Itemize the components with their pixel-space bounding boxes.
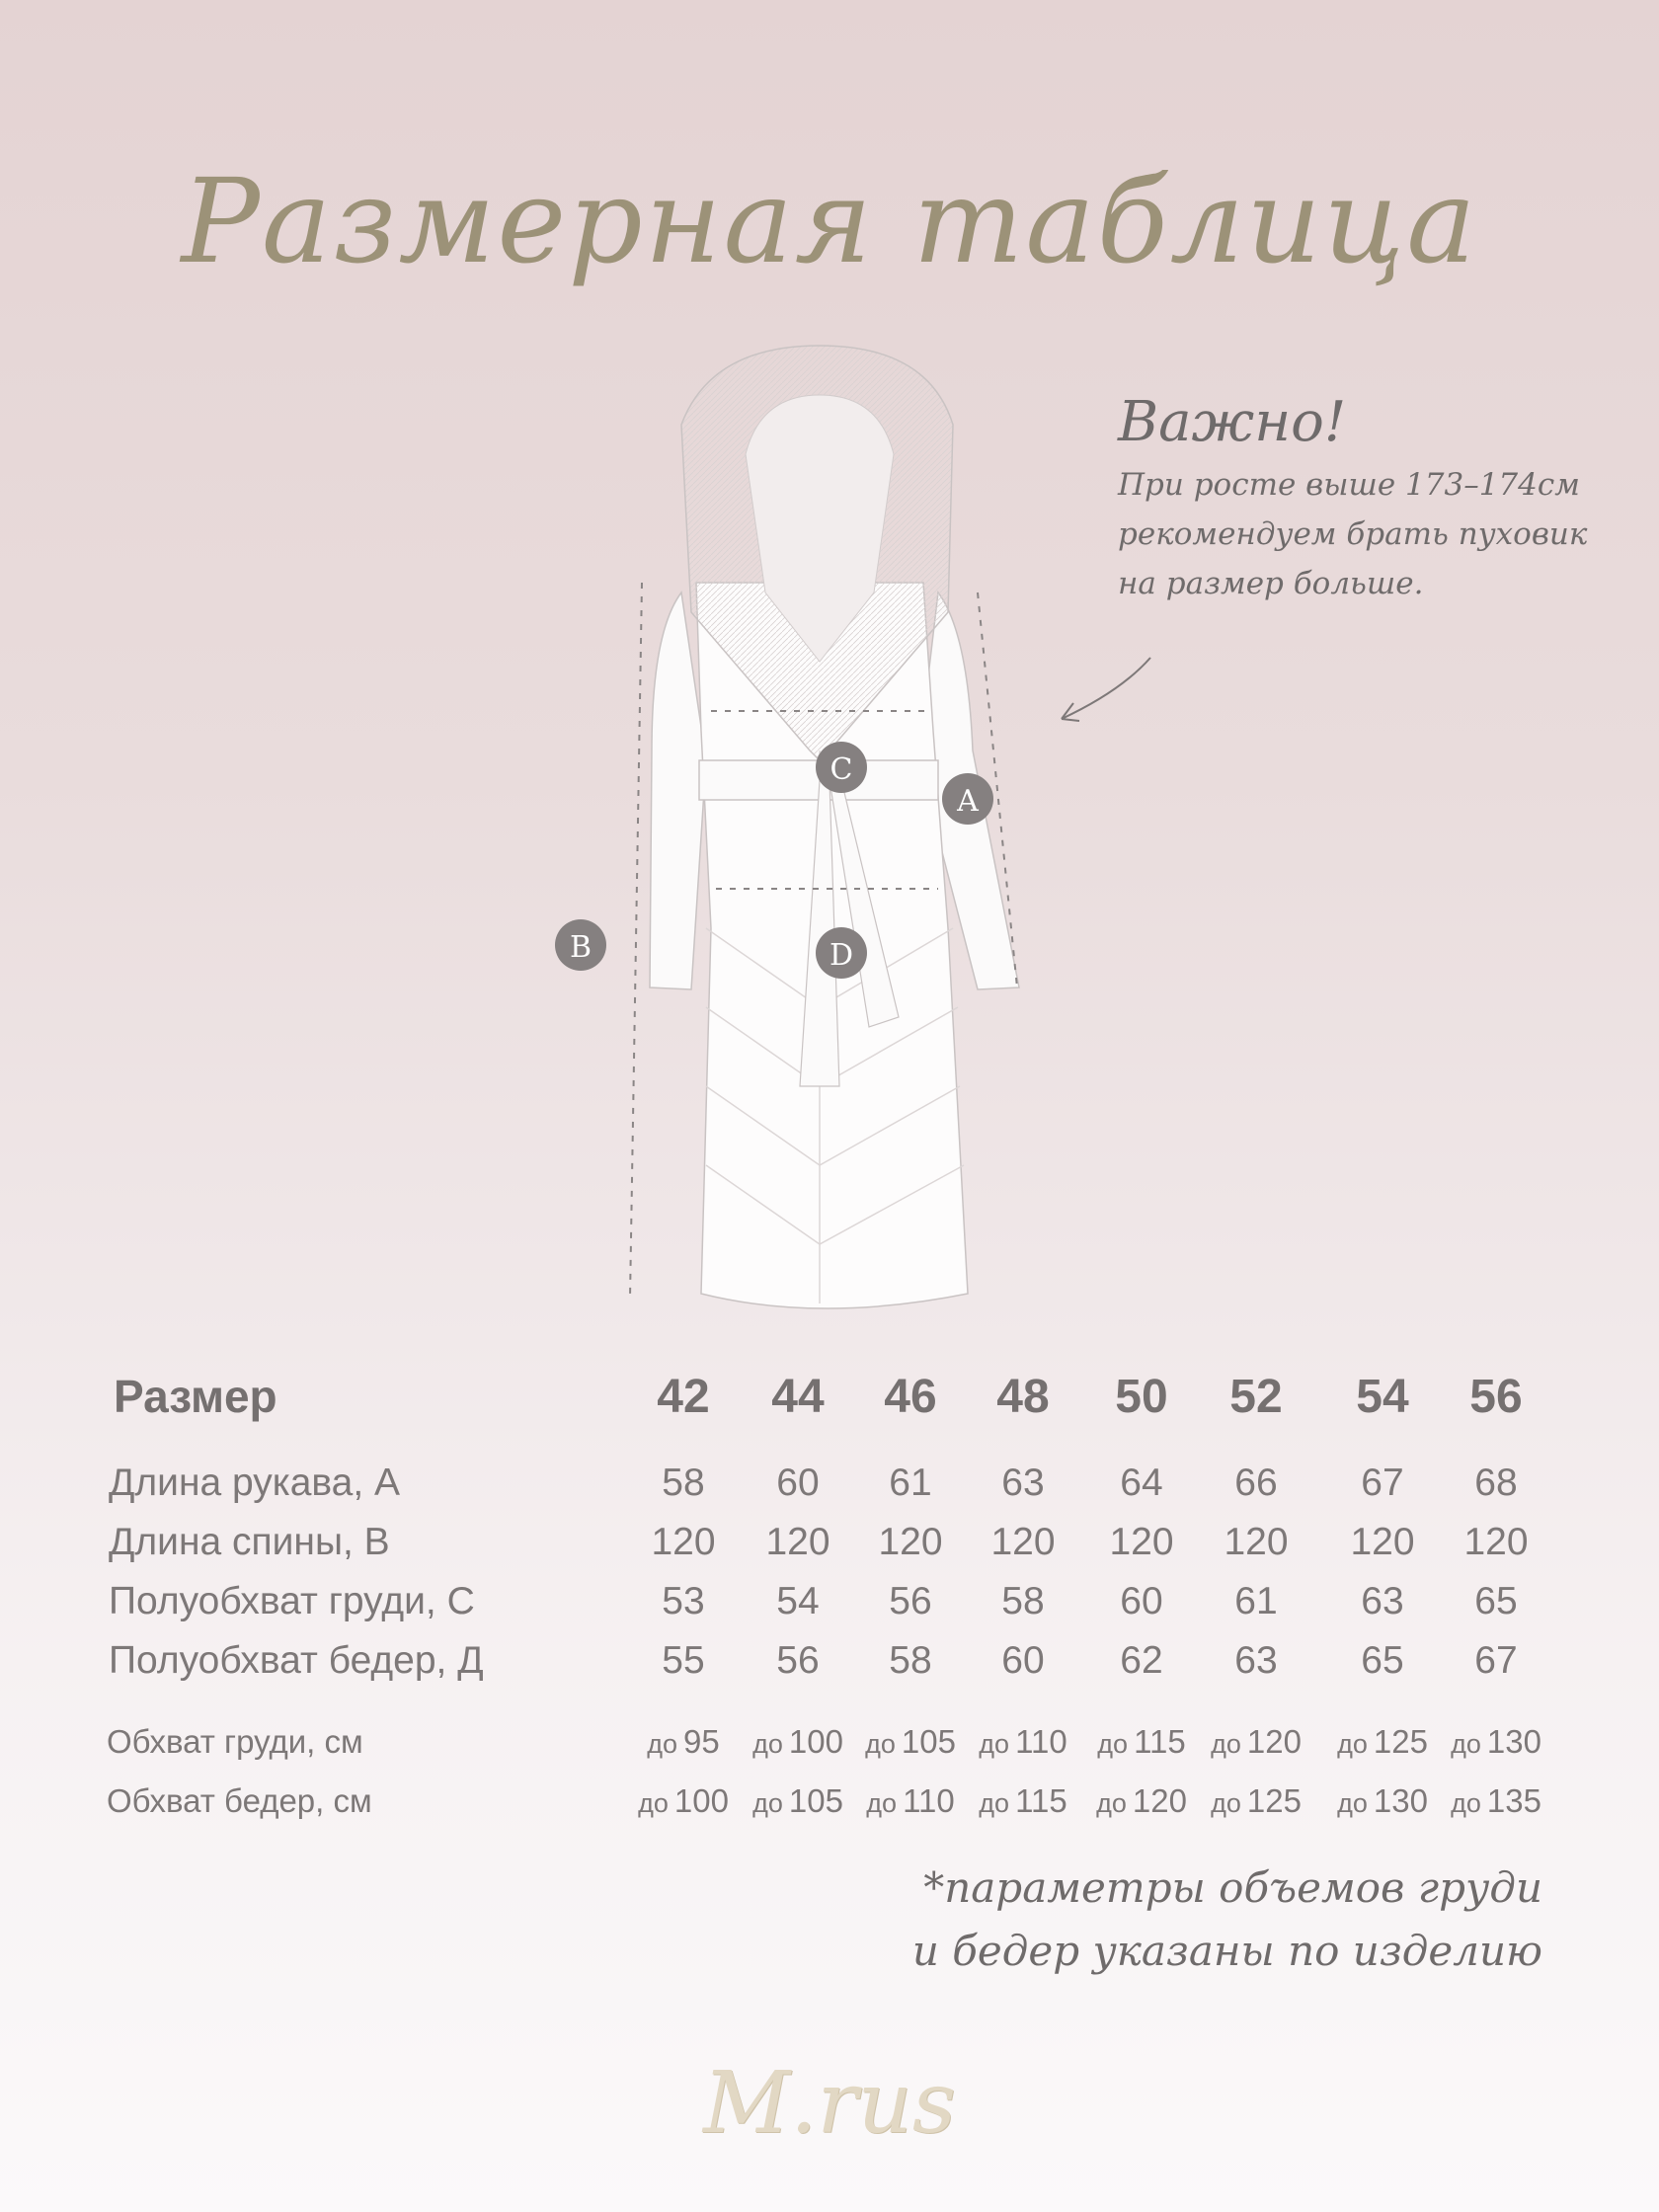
girth-value: 105 (788, 1782, 843, 1819)
marker-b (555, 919, 606, 971)
girth-prefix: до (647, 1729, 678, 1759)
girth-cell (638, 1782, 729, 1820)
note-line: на размер больше. (1118, 566, 1424, 601)
girth-prefix: до (1211, 1729, 1241, 1759)
girth-cell (1211, 1782, 1302, 1820)
measure-cell: 120 (878, 1521, 943, 1563)
size-column-header: 52 (1229, 1371, 1283, 1423)
measure-cell: 60 (776, 1462, 820, 1504)
size-column-header: 44 (771, 1371, 825, 1423)
girth-value: 125 (1246, 1782, 1302, 1819)
note-arrow (1052, 652, 1160, 731)
girth-cell (752, 1723, 843, 1761)
girth-cell (1096, 1782, 1187, 1820)
girth-prefix: до (752, 1788, 783, 1818)
measure-cell: 67 (1474, 1639, 1518, 1682)
note-heading: Важно! (1118, 390, 1347, 454)
measure-cell: 64 (1120, 1462, 1163, 1504)
girth-value: 120 (1132, 1782, 1187, 1819)
girth-prefix: до (1096, 1788, 1127, 1818)
girth-cell (752, 1782, 843, 1820)
measure-cell: 58 (662, 1462, 705, 1504)
girth-prefix: до (866, 1788, 898, 1818)
measure-row-label: Полуобхват бедер, Д (109, 1639, 484, 1682)
girth-row-label: Обхват груди, см (107, 1723, 363, 1760)
measure-cell: 55 (662, 1639, 705, 1682)
girth-cell (1337, 1782, 1428, 1820)
size-column-header: 50 (1115, 1371, 1168, 1423)
girth-value: 125 (1373, 1723, 1428, 1760)
important-note (1118, 390, 1587, 608)
measure-row-label: Длина спины, В (109, 1521, 390, 1563)
girth-value: 100 (788, 1723, 843, 1760)
left-sleeve (650, 592, 706, 989)
measure-cell: 68 (1474, 1462, 1518, 1504)
girth-cell (1451, 1782, 1541, 1820)
girth-value: 130 (1373, 1782, 1428, 1819)
girth-value: 115 (1134, 1723, 1186, 1760)
svg-text:A: A (957, 784, 979, 819)
girth-value: 95 (683, 1723, 720, 1760)
measure-cell: 63 (1001, 1462, 1045, 1504)
girth-value: 105 (901, 1723, 956, 1760)
measure-row-label: Длина рукава, А (109, 1462, 401, 1504)
girth-cell (866, 1782, 954, 1820)
measure-cell: 60 (1120, 1580, 1163, 1622)
measure-cell: 120 (990, 1521, 1056, 1563)
measure-cell: 61 (889, 1462, 932, 1504)
measure-cell: 58 (1001, 1580, 1045, 1622)
measure-cell: 56 (889, 1580, 932, 1622)
measure-cell: 65 (1474, 1580, 1518, 1622)
girth-prefix: до (752, 1729, 783, 1759)
note-line: рекомендуем брать пуховик (1118, 516, 1588, 552)
measure-cell: 120 (765, 1521, 830, 1563)
footnote (912, 1856, 1542, 1983)
girth-prefix: до (1097, 1729, 1129, 1759)
size-column-header: 48 (996, 1371, 1050, 1423)
marker-a (942, 773, 993, 825)
measure-cell: 63 (1234, 1639, 1278, 1682)
measure-cell: 62 (1120, 1639, 1163, 1682)
size-column-header: 42 (657, 1371, 710, 1423)
girth-value: 115 (1015, 1782, 1067, 1819)
measure-cell: 54 (776, 1580, 820, 1622)
footnote-line: и бедер указаны по изделию (911, 1927, 1542, 1975)
footnote-line: *параметры объемов груди (923, 1863, 1542, 1912)
size-column-header: 54 (1356, 1371, 1409, 1423)
measure-cell: 65 (1361, 1639, 1404, 1682)
marker-d (816, 927, 867, 979)
girth-cell (647, 1723, 720, 1761)
girth-prefix: до (865, 1729, 896, 1759)
svg-text:B: B (569, 930, 592, 965)
girth-cell (865, 1723, 956, 1761)
girth-value: 130 (1486, 1723, 1541, 1760)
measure-cell: 120 (1224, 1521, 1289, 1563)
measure-cell: 67 (1361, 1462, 1404, 1504)
girth-prefix: до (1337, 1788, 1368, 1818)
girth-value: 135 (1486, 1782, 1541, 1819)
measure-cell: 66 (1234, 1462, 1278, 1504)
measure-cell: 60 (1001, 1639, 1045, 1682)
girth-prefix: до (979, 1729, 1010, 1759)
girth-value: 100 (673, 1782, 729, 1819)
measure-cell: 61 (1234, 1580, 1278, 1622)
measure-cell: 120 (1350, 1521, 1415, 1563)
measure-cell: 53 (662, 1580, 705, 1622)
girth-value: 120 (1246, 1723, 1302, 1760)
size-header-label: Размер (114, 1371, 277, 1422)
girth-prefix: до (1451, 1788, 1481, 1818)
note-line: При росте выше 173–174см (1118, 467, 1580, 503)
size-column-header: 46 (884, 1371, 937, 1423)
girth-row-label: Обхват бедер, см (107, 1782, 372, 1819)
marker-c (816, 742, 867, 793)
girth-prefix: до (638, 1788, 669, 1818)
girth-cell (1211, 1723, 1302, 1761)
girth-cell (979, 1782, 1066, 1820)
girth-cell (1097, 1723, 1185, 1761)
measure-cell: 120 (1463, 1521, 1529, 1563)
girth-cell (1451, 1723, 1541, 1761)
brand-logo: M.rus (702, 2054, 957, 2153)
girth-prefix: до (1211, 1788, 1241, 1818)
svg-text:D: D (829, 938, 854, 973)
girth-prefix: до (979, 1788, 1010, 1818)
size-column-header: 56 (1469, 1371, 1523, 1423)
girth-value: 110 (1015, 1723, 1067, 1760)
girth-prefix: до (1451, 1729, 1481, 1759)
measure-row-label: Полуобхват груди, С (109, 1580, 475, 1622)
girth-value: 110 (903, 1782, 955, 1819)
measure-cell: 58 (889, 1639, 932, 1682)
measure-cell: 56 (776, 1639, 820, 1682)
girth-prefix: до (1337, 1729, 1368, 1759)
svg-text:C: C (830, 752, 853, 787)
girth-cell (979, 1723, 1066, 1761)
page-title: Размерная таблица (181, 153, 1478, 289)
measure-cell: 120 (651, 1521, 716, 1563)
measure-cell: 120 (1109, 1521, 1174, 1563)
measure-cell: 63 (1361, 1580, 1404, 1622)
coat-illustration (533, 336, 1086, 1323)
girth-cell (1337, 1723, 1428, 1761)
